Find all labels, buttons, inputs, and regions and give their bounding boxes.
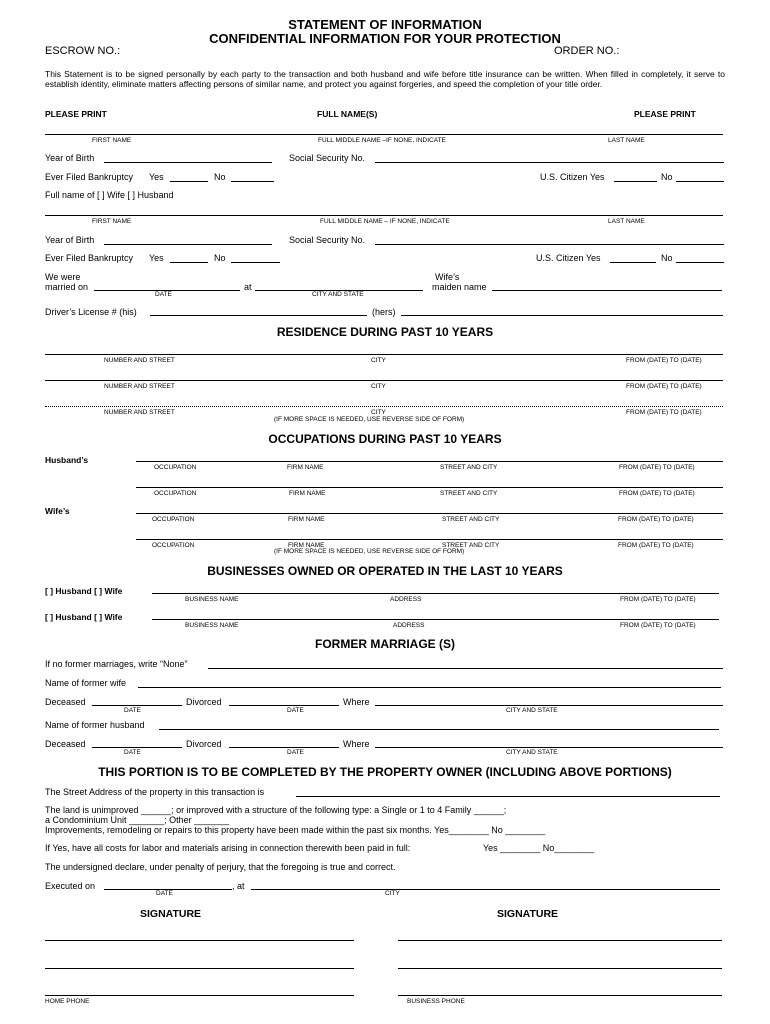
citizen-no-field[interactable] — [676, 181, 724, 182]
citizen-yes-field[interactable] — [614, 181, 657, 182]
signature-line-right-1[interactable] — [398, 940, 722, 941]
first-name-caption: FIRST NAME — [92, 137, 132, 144]
occupation-line-4[interactable] — [136, 539, 723, 540]
occupation-caption-1: OCCUPATION — [154, 464, 197, 471]
no-former-marriage-label: If no former marriages, write “None” — [45, 659, 188, 669]
divorced-date-field-1[interactable] — [229, 705, 339, 706]
occupation-dates-caption-1: FROM (DATE) TO (DATE) — [619, 464, 695, 471]
street-city-caption-3: STREET AND CITY — [442, 516, 500, 523]
citizen-no-label-2: No — [661, 253, 673, 263]
residence-heading: RESIDENCE DURING PAST 10 YEARS — [276, 325, 494, 339]
name-line-1[interactable] — [45, 134, 723, 135]
land-type-line-1: The land is unimproved ______; or improved with a structure of the following type: a Single or 1 to 4 Family ______; — [45, 805, 507, 815]
deceased-date-caption-1: DATE — [124, 707, 141, 714]
business-address-caption-2: ADDRESS — [393, 622, 425, 629]
last-name-caption: LAST NAME — [608, 137, 645, 144]
business-name-caption-2: BUSINESS NAME — [185, 622, 239, 629]
bankruptcy-yes-label-2: Yes — [149, 253, 164, 263]
middle-name-caption-2: FULL MIDDLE NAME – IF NONE, INDICATE — [320, 218, 450, 225]
where-field-2[interactable] — [375, 747, 723, 748]
former-wife-label: Name of former wife — [45, 678, 127, 688]
ssn-field-2[interactable] — [375, 244, 724, 245]
business-name-caption-1: BUSINESS NAME — [185, 596, 239, 603]
business-owner-check-2[interactable]: [ ] Husband [ ] Wife — [45, 612, 123, 622]
property-owner-heading: THIS PORTION IS TO BE COMPLETED BY THE PROPERTY OWNER (INCLUDING ABOVE PORTIONS) — [98, 765, 672, 779]
business-dates-caption-1: FROM (DATE) TO (DATE) — [620, 596, 696, 603]
first-name-caption-2: FIRST NAME — [92, 218, 132, 225]
home-phone-field[interactable] — [45, 995, 354, 996]
residence-street-caption-2: NUMBER AND STREET — [104, 383, 175, 390]
residence-more-space-note: (IF MORE SPACE IS NEEDED, USE REVERSE SIDE OF FORM) — [274, 416, 465, 423]
bankruptcy-no-field[interactable] — [231, 181, 274, 182]
divorced-date-field-2[interactable] — [229, 747, 339, 748]
residence-line-1[interactable] — [45, 354, 723, 355]
land-type-line-2: a Condominium Unit _______; Other _______ — [45, 815, 230, 825]
where-city-caption-1: CITY AND STATE — [506, 707, 558, 714]
residence-city-caption-2: CITY — [371, 383, 386, 390]
last-name-caption-2: LAST NAME — [608, 218, 645, 225]
year-of-birth-field-2[interactable] — [104, 244, 272, 245]
drivers-license-hers-label: (hers) — [372, 307, 396, 317]
order-no-label: ORDER NO.: — [554, 45, 620, 57]
bankruptcy-yes-field-2[interactable] — [170, 262, 208, 263]
business-owner-check-1[interactable]: [ ] Husband [ ] Wife — [45, 586, 123, 596]
occupation-caption-2: OCCUPATION — [154, 490, 197, 497]
married-at-label: at — [244, 282, 252, 292]
businesses-heading: BUSINESSES OWNED OR OPERATED IN THE LAST 10 YEARS — [207, 564, 563, 578]
bankruptcy-yes-field[interactable] — [170, 181, 208, 182]
business-line-2[interactable] — [152, 619, 719, 620]
residence-line-2[interactable] — [45, 380, 723, 381]
full-names-label: FULL NAME(S) — [317, 109, 378, 119]
where-city-caption-2: CITY AND STATE — [506, 749, 558, 756]
business-dates-caption-2: FROM (DATE) TO (DATE) — [620, 622, 696, 629]
married-city-caption: CITY AND STATE — [312, 291, 364, 298]
occupation-line-2[interactable] — [136, 487, 723, 488]
wifes-label: Wife’s — [435, 272, 460, 282]
form-title: STATEMENT OF INFORMATION — [288, 17, 482, 32]
ssn-label-2: Social Security No. — [289, 235, 366, 245]
escrow-no-label: ESCROW NO.: — [45, 45, 121, 57]
divorced-label-1: Divorced — [186, 697, 222, 707]
year-of-birth-label: Year of Birth — [45, 153, 95, 163]
executed-city-field[interactable] — [251, 889, 720, 890]
husbands-label: Husband’s — [45, 455, 89, 465]
where-label-2: Where — [343, 739, 370, 749]
occupations-heading: OCCUPATIONS DURING PAST 10 YEARS — [268, 432, 502, 446]
residence-street-caption-1: NUMBER AND STREET — [104, 357, 175, 364]
executed-date-caption: DATE — [156, 890, 173, 897]
former-marriage-heading: FORMER MARRIAGE (S) — [315, 637, 455, 651]
occupation-caption-4: OCCUPATION — [152, 542, 195, 549]
firm-name-caption-3: FIRM NAME — [288, 516, 325, 523]
bankruptcy-no-label-2: No — [214, 253, 226, 263]
divorced-date-caption-2: DATE — [287, 749, 304, 756]
residence-dates-caption-3: FROM (DATE) TO (DATE) — [626, 409, 702, 416]
former-husband-label: Name of former husband — [45, 720, 145, 730]
former-wife-field[interactable] — [138, 687, 721, 688]
executed-on-label: Executed on — [45, 881, 96, 891]
residence-line-3[interactable] — [45, 406, 723, 407]
residence-street-caption-3: NUMBER AND STREET — [104, 409, 175, 416]
please-print-right: PLEASE PRINT — [634, 109, 696, 119]
street-city-caption-4: STREET AND CITY — [442, 542, 500, 549]
deceased-date-caption-2: DATE — [124, 749, 141, 756]
firm-name-caption-1: FIRM NAME — [287, 464, 324, 471]
divorced-date-caption-1: DATE — [287, 707, 304, 714]
name-line-2[interactable] — [45, 215, 723, 216]
business-address-caption-1: ADDRESS — [390, 596, 422, 603]
signature-line-left-1[interactable] — [45, 940, 354, 941]
signature-label-right: SIGNATURE — [497, 908, 559, 920]
drivers-license-label: Driver’s License # (his) — [45, 307, 137, 317]
occupation-dates-caption-2: FROM (DATE) TO (DATE) — [619, 490, 695, 497]
executed-city-caption: CITY — [385, 890, 400, 897]
street-city-caption-1: STREET AND CITY — [440, 464, 498, 471]
citizen-no-label: No — [661, 172, 673, 182]
maiden-name-field[interactable] — [492, 290, 722, 291]
former-husband-field[interactable] — [159, 729, 719, 730]
firm-name-caption-2: FIRM NAME — [289, 490, 326, 497]
signature-line-right-2[interactable] — [398, 968, 722, 969]
drivers-license-his-field[interactable] — [150, 315, 367, 316]
where-label-1: Where — [343, 697, 370, 707]
year-of-birth-label-2: Year of Birth — [45, 235, 95, 245]
occupation-dates-caption-3: FROM (DATE) TO (DATE) — [618, 516, 694, 523]
bankruptcy-yes-label: Yes — [149, 172, 164, 182]
we-were-label: We were — [45, 272, 81, 282]
deceased-label-2: Deceased — [45, 739, 86, 749]
costs-paid-yes-no: Yes ________ No________ — [483, 843, 595, 853]
married-on-label: married on — [45, 282, 89, 292]
bankruptcy-label-2: Ever Filed Bankruptcy — [45, 253, 134, 263]
occupation-dates-caption-4: FROM (DATE) TO (DATE) — [618, 542, 694, 549]
executed-at-label: , at — [232, 881, 245, 891]
costs-paid-label: If Yes, have all costs for labor and materials arising in connection therewith been paid in full: — [45, 843, 411, 853]
deceased-label-1: Deceased — [45, 697, 86, 707]
year-of-birth-field[interactable] — [104, 162, 272, 163]
intro-paragraph: This Statement is to be signed personally by each party to the transaction and both husband and wife before title insurance can be written. When filled in completely, it serve to establish identity, eliminate matters affecting persons of similar name, and protect you against forgeries, and speed the completion of your title order. — [45, 69, 725, 89]
no-former-marriage-field[interactable] — [208, 668, 723, 669]
divorced-label-2: Divorced — [186, 739, 222, 749]
bankruptcy-no-field-2[interactable] — [231, 262, 280, 263]
residence-city-caption-1: CITY — [371, 357, 386, 364]
married-date-caption: DATE — [155, 291, 172, 298]
improvements-line: Improvements, remodeling or repairs to this property have been made within the past six months. Yes________ No ________ — [45, 825, 546, 835]
declaration-text: The undersigned declare, under penalty of perjury, that the foregoing is true and correct. — [45, 862, 396, 872]
deceased-date-field-1[interactable] — [92, 705, 182, 706]
ssn-label: Social Security No. — [289, 153, 366, 163]
middle-name-caption: FULL MIDDLE NAME –IF NONE, INDICATE — [318, 137, 446, 144]
citizen-label-2: U.S. Citizen Yes — [536, 253, 601, 263]
signature-line-left-2[interactable] — [45, 968, 354, 969]
firm-name-caption-4: FIRM NAME — [288, 542, 325, 549]
maiden-name-label: maiden name — [432, 282, 487, 292]
business-phone-caption: BUSINESS PHONE — [407, 998, 465, 1005]
form-subtitle: CONFIDENTIAL INFORMATION FOR YOUR PROTECTION — [209, 31, 561, 46]
deceased-date-field-2[interactable] — [92, 747, 182, 748]
citizen-no-field-2[interactable] — [676, 262, 724, 263]
street-address-field[interactable] — [296, 796, 720, 797]
residence-city-caption-3: CITY — [371, 409, 386, 416]
wifes-occupation-label: Wife’s — [45, 506, 70, 516]
street-address-label: The Street Address of the property in this transaction is — [45, 787, 265, 797]
residence-dates-caption-2: FROM (DATE) TO (DATE) — [626, 383, 702, 390]
residence-dates-caption-1: FROM (DATE) TO (DATE) — [626, 357, 702, 364]
occupation-line-1[interactable] — [136, 461, 723, 462]
home-phone-caption: HOME PHONE — [45, 998, 90, 1005]
ssn-field[interactable] — [375, 162, 724, 163]
full-name-of-label: Full name of [ ] Wife [ ] Husband — [45, 190, 174, 200]
citizen-yes-field-2[interactable] — [610, 262, 656, 263]
business-line-1[interactable] — [152, 593, 719, 594]
signature-label-left: SIGNATURE — [140, 908, 202, 920]
occupations-more-space-note: (IF MORE SPACE IS NEEDED, USE REVERSE SIDE OF FORM) — [274, 548, 465, 555]
bankruptcy-no-label: No — [214, 172, 226, 182]
citizen-label: U.S. Citizen Yes — [540, 172, 605, 182]
drivers-license-hers-field[interactable] — [401, 315, 723, 316]
bankruptcy-label: Ever Filed Bankruptcy — [45, 172, 134, 182]
occupation-line-3[interactable] — [136, 513, 723, 514]
please-print-left: PLEASE PRINT — [45, 109, 107, 119]
street-city-caption-2: STREET AND CITY — [440, 490, 498, 497]
business-phone-field[interactable] — [398, 995, 722, 996]
where-field-1[interactable] — [375, 705, 723, 706]
occupation-caption-3: OCCUPATION — [152, 516, 195, 523]
